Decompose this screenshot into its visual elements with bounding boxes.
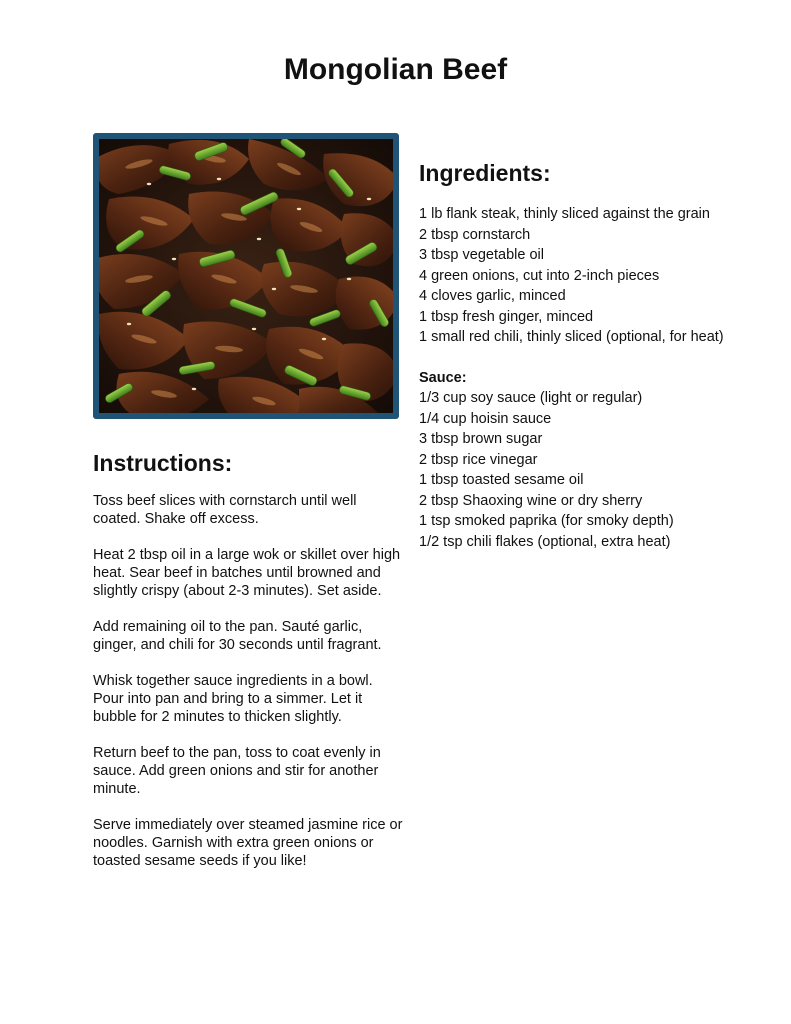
page-title: Mongolian Beef [283,53,508,86]
ingredient-item: 2 tbsp cornstarch [419,226,531,243]
sauce-item: 3 tbsp brown sugar [419,431,543,447]
instruction-step: Return beef to the pan, toss to coat evenly in sauce. Add green onions and stir for another minute. [93,745,381,797]
ingredients-heading: Ingredients: [419,160,551,186]
ingredient-item: 1 tbsp fresh ginger, minced [419,308,594,325]
sauce-item: 1/4 cup hoisin sauce [419,410,552,427]
ingredient-item: 4 green onions, cut into 2-inch pieces [419,267,660,284]
ingredient-item: 1 small red chili, thinly sliced (optional, for heat) [419,329,724,345]
ingredients-section [419,158,749,552]
sauce-item: 2 tbsp rice vinegar [419,451,538,468]
sauce-item: 1 tsp smoked paprika (for smoky depth) [419,513,674,529]
instruction-step: Serve immediately over steamed jasmine rice or noodles. Garnish with extra green onions or toasted sesame seeds if you like! [93,817,403,869]
ingredients-list [419,204,749,348]
instruction-step: Whisk together sauce ingredients in a bowl. Pour into pan and bring to a simmer. Let it bubble for 2 minutes to thicken slightly. [93,673,373,725]
sauce-item: 1/3 cup soy sauce (light or regular) [419,390,643,406]
mongolian-beef-photo [99,139,393,413]
ingredient-item: 3 tbsp vegetable oil [419,247,544,263]
instructions-section [93,448,403,888]
instruction-step: Heat 2 tbsp oil in a large wok or skillet over high heat. Sear beef in batches until browned and slightly crispy (about 2-3 minutes). Set aside. [93,547,401,599]
instruction-step: Add remaining oil to the pan. Sauté garlic, ginger, and chili for 30 seconds until fragrant. [93,619,382,653]
sauce-heading: Sauce: [419,369,467,386]
instructions-list [93,492,403,870]
instructions-heading: Instructions: [93,450,233,476]
ingredient-item: 4 cloves garlic, minced [419,288,566,304]
ingredient-item: 1 lb flank steak, thinly sliced against the grain [419,206,710,222]
sauce-item: 2 tbsp Shaoxing wine or dry sherry [419,492,643,509]
sauce-item: 1 tbsp toasted sesame oil [419,472,584,488]
recipe-photo-frame [93,133,399,419]
sauce-item: 1/2 tsp chili flakes (optional, extra heat) [419,533,671,550]
sauce-list [419,388,749,552]
instruction-step: Toss beef slices with cornstarch until well coated. Shake off excess. [93,493,357,527]
